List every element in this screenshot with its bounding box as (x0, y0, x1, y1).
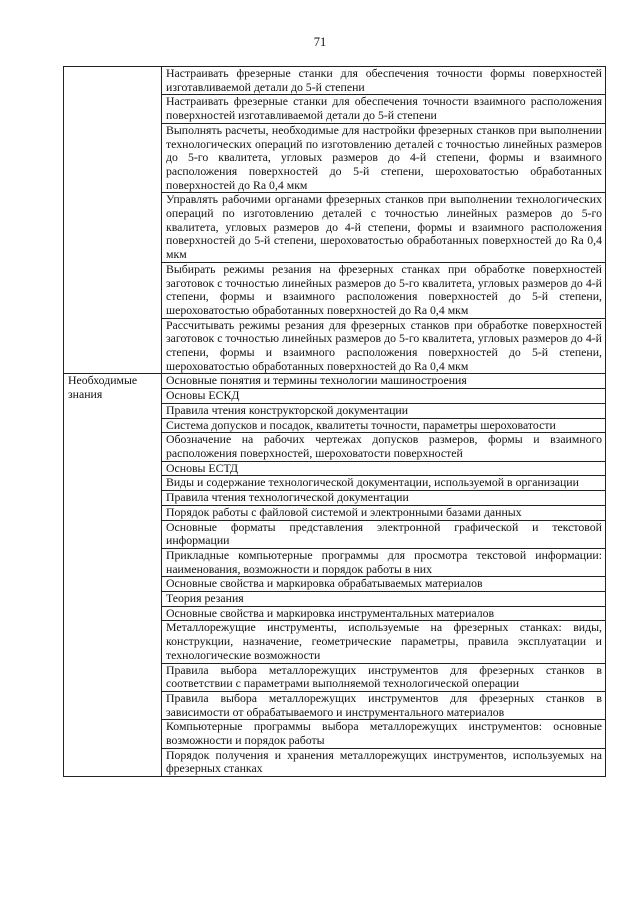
requirement-cell (162, 505, 606, 520)
requirement-text: Теория резания (166, 591, 244, 606)
requirement-cell (162, 748, 606, 776)
requirement-text: Металлорежущие инструменты, используемые на фрезерных станках: виды, конструкции, назначение, геометрические параметры, правила эксплуатации и технологические возможности (166, 620, 602, 662)
section-label-cell (64, 67, 162, 374)
requirement-cell (162, 403, 606, 418)
requirement-text: Настраивать фрезерные станки для обеспечения точности формы поверхностей изготавливаемой детали до 5-й степени (166, 66, 602, 94)
requirement-text: Основы ЕСКД (166, 388, 240, 403)
requirement-text: Основные понятия и термины технологии машиностроения (166, 373, 467, 388)
requirement-cell (162, 418, 606, 433)
requirement-cell (162, 389, 606, 404)
requirement-cell (162, 548, 606, 576)
requirement-cell (162, 577, 606, 592)
requirement-cell (162, 123, 606, 193)
requirement-cell (162, 461, 606, 476)
requirement-text: Основные форматы представления электронной графической и текстовой информации (166, 519, 602, 548)
requirement-cell (162, 720, 606, 748)
requirement-cell (162, 193, 606, 263)
requirement-text: Управлять рабочими органами фрезерных станков при выполнении технологических операций по изготовлению деталей с точностью линейных размеров до 5-го квалитета, угловых размеров до 4-й степени, формы и взаимного расположения поверхностей до 5-й степени, шероховатостью обработанных поверхностей до Ra 0,4 мкм (166, 192, 602, 262)
requirement-cell (162, 491, 606, 506)
requirement-cell (162, 606, 606, 621)
section-label-cell (64, 374, 162, 777)
requirement-text: Рассчитывать режимы резания для фрезерных станков при обработке поверхностей заготовок с точностью линейных размеров до 5-го квалитета, угловых размеров до 4-й степени, формы и взаимного расположения поверхностей до 5-й степени, шероховатостью обработанных поверхностей до Ra 0,4 мкм (166, 317, 602, 373)
requirements-table-body (64, 67, 606, 777)
requirement-cell (162, 621, 606, 663)
requirement-cell (162, 691, 606, 719)
requirement-text: Правила чтения конструкторской документации (166, 402, 409, 417)
page-number: 71 (313, 35, 327, 49)
requirement-text: Система допусков и посадок, квалитеты точности, параметры шероховатости (166, 417, 556, 432)
requirement-text: Основы ЕСТД (166, 460, 238, 475)
requirement-text: Основные свойства и маркировка инструментальных материалов (166, 605, 495, 620)
requirement-cell (162, 520, 606, 548)
requirement-cell (162, 433, 606, 461)
requirement-text: Порядок работы с файловой системой и электронными базами данных (166, 504, 522, 519)
requirement-text: Компьютерные программы выбора металлорежущих инструментов: основные возможности и порядок работы (166, 719, 602, 748)
requirement-cell (162, 476, 606, 491)
table-row (64, 374, 606, 389)
requirement-cell (162, 663, 606, 691)
requirement-cell (162, 374, 606, 389)
requirement-text: Порядок получения и хранения металлорежущих инструментов, используемых на фрезерных станках (166, 747, 602, 776)
requirements-table (63, 66, 606, 777)
requirement-text: Прикладные компьютерные программы для просмотра текстовой информации: наименования, возможности и порядок работы в них (166, 547, 602, 576)
requirement-text: Виды и содержание технологической документации, используемой в организации (166, 475, 579, 490)
requirement-cell (162, 67, 606, 95)
requirement-text: Правила выбора металлорежущих инструментов для фрезерных станков в зависимости от обрабатываемого и инструментального материалов (166, 690, 602, 719)
requirement-text: Выполнять расчеты, необходимые для настройки фрезерных станков при выполнении технологических операций по изготовлению деталей с точностью линейных размеров до 5-го квалитета, угловых размеров до 4-й степени, формы и взаимного расположения поверхностей до 5-й степени, шероховатостью обработанных поверхностей до Ra 0,4 мкм (166, 122, 602, 192)
requirement-text: Правила чтения технологической документации (166, 490, 409, 505)
requirement-cell (162, 95, 606, 123)
requirement-text: Правила выбора металлорежущих инструментов для фрезерных станков в соответствии с параметрами выполняемой технологической операции (166, 662, 602, 691)
requirement-text: Выбирать режимы резания на фрезерных станках при обработке поверхностей заготовок с точностью линейных размеров до 5-го квалитета, угловых размеров до 4-й степени, формы и взаимного расположения поверхностей до 5-й степени, шероховатостью обработанных поверхностей до Ra 0,4 мкм (166, 261, 602, 317)
requirement-text: Настраивать фрезерные станки для обеспечения точности взаимного расположения поверхностей изготавливаемой детали до 5-й степени (166, 94, 602, 123)
table-row (64, 67, 606, 95)
section-label: Необходимые знания (68, 373, 138, 402)
requirement-text: Обозначение на рабочих чертежах допусков размеров, формы и взаимного расположения поверхностей, шероховатости поверхностей (166, 432, 602, 460)
requirement-cell (162, 262, 606, 318)
requirement-cell (162, 592, 606, 607)
requirement-text: Основные свойства и маркировка обрабатываемых материалов (166, 576, 483, 591)
requirement-cell (162, 318, 606, 374)
